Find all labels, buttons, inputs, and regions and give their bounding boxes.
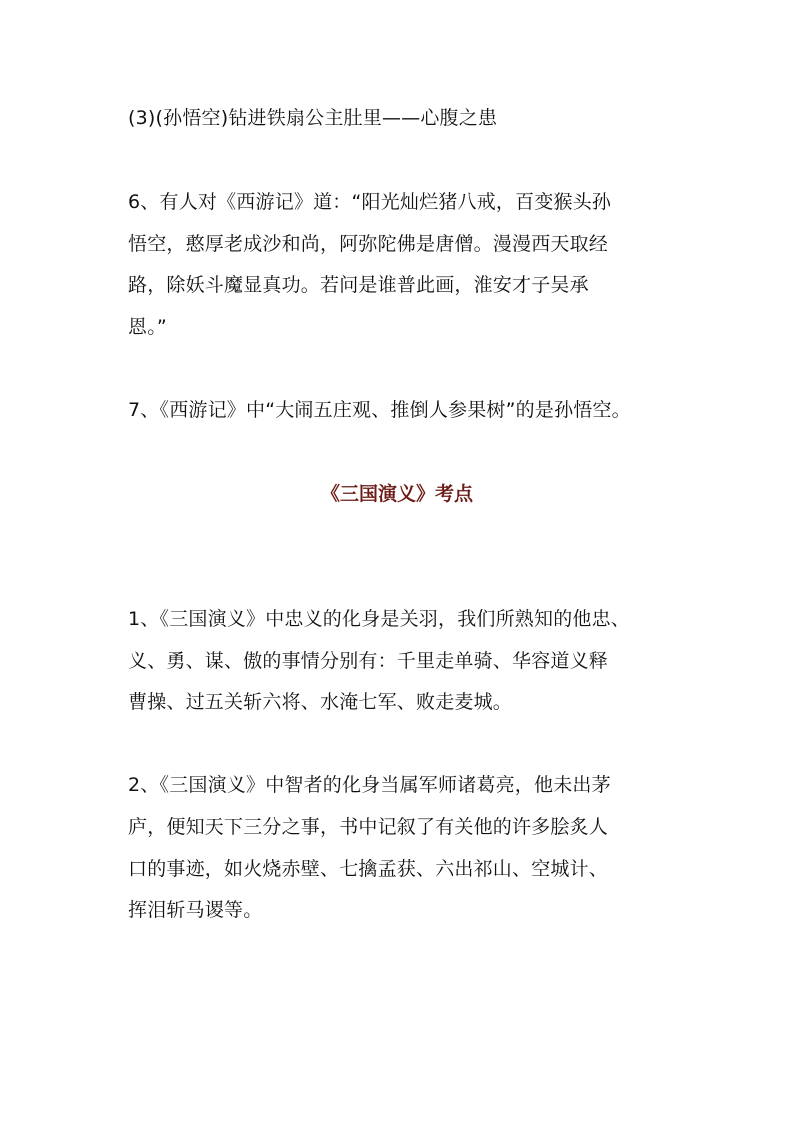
text-line: 2、《三国演义》中智者的化身当属军师诸葛亮，他未出茅 xyxy=(128,774,611,796)
text-line: 口的事迹，如火烧赤壁、七擒孟获、六出祁山、空城计、 xyxy=(128,858,609,880)
text-line: 曹操、过五关斩六将、水淹七军、败走麦城。 xyxy=(128,691,513,713)
text-line: 义、勇、谋、傲的事情分别有：千里走单骑、华容道义释 xyxy=(128,650,609,672)
text-line: 1、《三国演义》中忠义的化身是关羽，我们所熟知的他忠、 xyxy=(128,608,630,630)
text-line: 悟空，憨厚老成沙和尚，阿弥陀佛是唐僧。漫漫西天取经 xyxy=(128,233,609,255)
text-line: 路，除妖斗魔显真功。若问是谁普此画，淮安才子吴承 xyxy=(128,274,589,296)
text-line: 庐，便知天下三分之事，书中记叙了有关他的许多脍炙人 xyxy=(128,816,609,838)
section-heading: 《三国演义》考点 xyxy=(320,483,473,505)
text-line: 6、有人对《西游记》道：“阳光灿烂猪八戒，百变猴头孙 xyxy=(128,191,612,213)
text-line: 挥泪斩马谡等。 xyxy=(128,899,263,921)
text-line: 7、《西游记》中“大闹五庄观、推倒人参果树”的是孙悟空。 xyxy=(128,399,631,421)
text-line: (3)(孙悟空)钻进铁扇公主肚里——心腹之患 xyxy=(128,107,498,129)
text-line: 恩。” xyxy=(128,316,167,338)
